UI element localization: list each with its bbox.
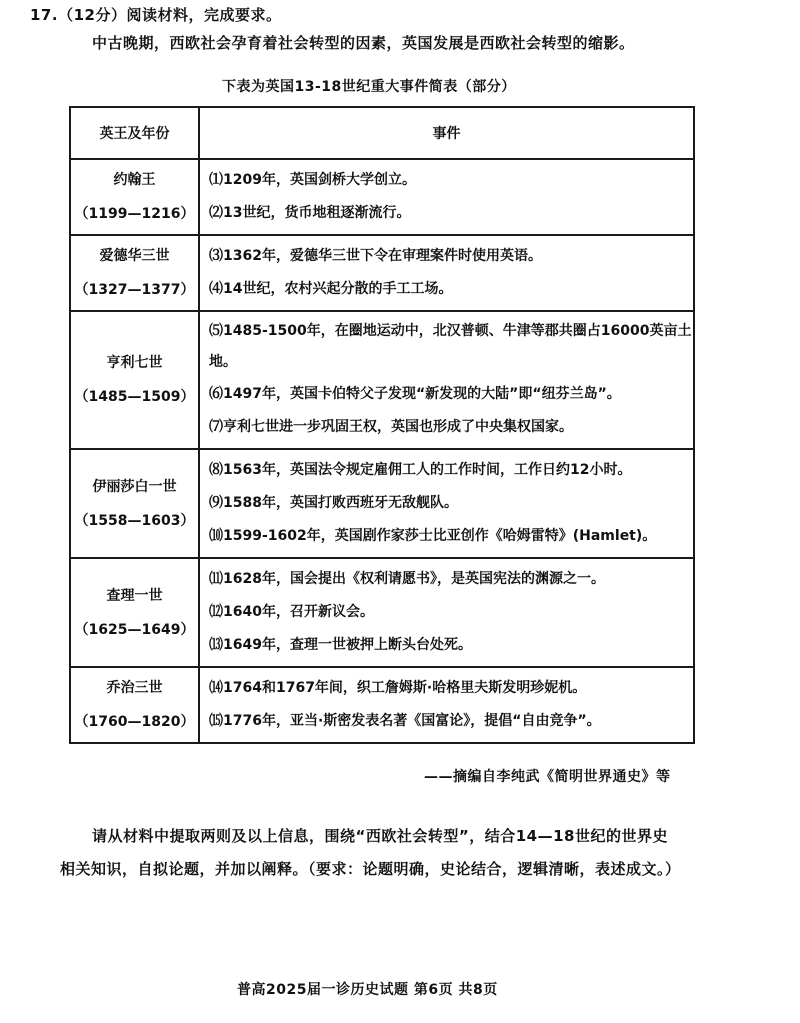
king-name: 伊丽莎白一世 <box>92 478 177 495</box>
king-years: （1199—1216） <box>74 206 195 222</box>
king-years: （1625—1649） <box>74 621 195 638</box>
table-row <box>70 449 694 558</box>
table-caption: 下表为英国13-18世纪重大事件简表（部分） <box>222 79 516 95</box>
event-item: ⑽1599-1602年，英国剧作家莎士比亚创作《哈姆雷特》(Hamlet)。 <box>209 528 657 544</box>
king-cell <box>70 667 199 743</box>
event-item: ⑵13世纪，货币地租逐渐流行。 <box>209 205 411 221</box>
king-cell <box>70 311 199 449</box>
event-item: ⒂1776年，亚当·斯密发表名著《国富论》，提倡“自由竞争”。 <box>209 713 601 729</box>
task-line-2: 相关知识，自拟论题，并加以阐释。（要求：论题明确，史论结合，逻辑清晰，表述成文。） <box>60 860 681 878</box>
events-cell <box>199 449 694 558</box>
question-heading: 17.（12分）阅读材料，完成要求。 <box>30 6 282 24</box>
table-row <box>70 311 694 449</box>
king-name: 查理一世 <box>106 587 163 604</box>
event-item: ⑶1362年，爱德华三世下令在审理案件时使用英语。 <box>209 248 542 264</box>
page-footer: 普高2025届一诊历史试题 第6页 共8页 <box>237 982 498 998</box>
king-cell <box>70 558 199 667</box>
table-header-row <box>70 107 694 159</box>
king-name: 乔治三世 <box>106 680 163 696</box>
table-row <box>70 235 694 311</box>
event-item: ⑺亨利七世进一步巩固王权，英国也形成了中央集权国家。 <box>209 419 573 435</box>
event-item: ⑾1628年，国会提出《权利请愿书》，是英国宪法的渊源之一。 <box>209 571 605 587</box>
king-name: 爱德华三世 <box>99 248 170 264</box>
header-events: 事件 <box>199 107 694 159</box>
events-table <box>69 106 695 744</box>
king-name: 亨利七世 <box>106 355 163 371</box>
events-cell <box>199 159 694 235</box>
event-item: ⒀1649年，查理一世被押上断头台处死。 <box>209 637 472 653</box>
table-row <box>70 667 694 743</box>
table-row <box>70 159 694 235</box>
event-item: ⑼1588年，英国打败西班牙无敌舰队。 <box>209 495 458 511</box>
task-line-1: 请从材料中提取两则及以上信息，围绕“西欧社会转型”，结合14—18世纪的世界史 <box>92 827 668 845</box>
events-cell <box>199 558 694 667</box>
king-cell <box>70 235 199 311</box>
event-item: ⑸1485-1500年，在圈地运动中，北汉普顿、牛津等郡共圈占16000英亩土地。 <box>209 323 692 370</box>
king-cell <box>70 159 199 235</box>
event-item: ⑹1497年，英国卡伯特父子发现“新发现的大陆”即“纽芬兰岛”。 <box>209 386 621 402</box>
question-intro: 中古晚期，西欧社会孕育着社会转型的因素，英国发展是西欧社会转型的缩影。 <box>92 34 635 52</box>
event-item: ⑴1209年，英国剑桥大学创立。 <box>209 172 416 188</box>
king-years: （1327—1377） <box>74 282 195 298</box>
table-row <box>70 558 694 667</box>
king-years: （1760—1820） <box>74 714 195 730</box>
king-name: 约翰王 <box>113 172 156 188</box>
events-cell <box>199 311 694 449</box>
event-item: ⒁1764和1767年间，织工詹姆斯·哈格里夫斯发明珍妮机。 <box>209 680 587 696</box>
events-cell <box>199 235 694 311</box>
event-item: ⑻1563年，英国法令规定雇佣工人的工作时间，工作日约12小时。 <box>209 462 632 478</box>
source-citation: ——摘编自李纯武《简明世界通史》等 <box>424 769 671 785</box>
king-cell <box>70 449 199 558</box>
king-years: （1558—1603） <box>74 512 195 529</box>
king-years: （1485—1509） <box>74 389 195 405</box>
events-cell <box>199 667 694 743</box>
header-king: 英王及年份 <box>70 107 199 159</box>
event-item: ⑿1640年，召开新议会。 <box>209 604 374 620</box>
event-item: ⑷14世纪，农村兴起分散的手工工场。 <box>209 281 453 297</box>
